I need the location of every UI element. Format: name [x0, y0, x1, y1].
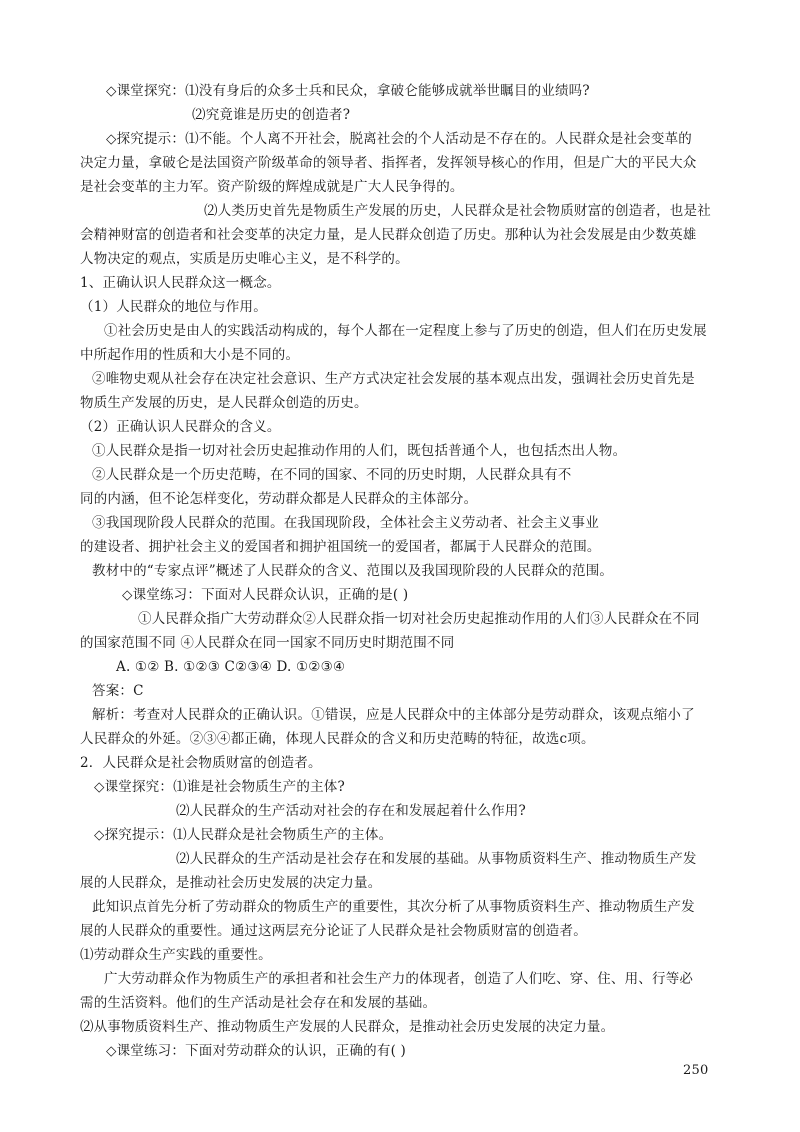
subsection-heading: （2）正确认识人民群众的含义。	[80, 419, 281, 435]
text-line: 会精神财富的创造者和社会变革的决定力量，是人民群众创造了历史。那种认为社会发展是由少数英雄	[80, 227, 697, 243]
text-line: 的建设者、拥护社会主义的爱国者和拥护祖国统一的爱国者，都属于人民群众的范围。	[80, 539, 601, 555]
section-heading: 2．人民群众是社会物质财富的创造者。	[80, 755, 322, 771]
text-line: 人民群众的外延。②③④都正确，体现人民群众的含义和历史范畴的特征，故选c项。	[80, 731, 595, 747]
text-line: 的国家范围不同 ④人民群众在同一国家不同历史时期范围不同	[80, 635, 455, 651]
subsection-heading: ⑵从事物质资料生产、推动物质生产发展的人民群众，是推动社会历史发展的决定力量。	[80, 1019, 615, 1035]
text-line: 物质生产发展的历史，是人民群众创造的历史。	[80, 395, 368, 411]
section-heading: 1、正确认识人民群众这一概念。	[80, 275, 281, 291]
text-line: ⑵人民群众的生产活动是社会存在和发展的基础。从事物质资料生产、推动物质生产发	[176, 851, 697, 867]
text-line: 解析：考查对人民群众的正确认识。①错误，应是人民群众中的主体部分是劳动群众，该观点缩小了	[92, 707, 695, 723]
text-line: ①人民群众指广大劳动群众②人民群众指一切对社会历史起推动作用的人们③人民群众在不同	[138, 611, 700, 627]
text-line: ①人民群众是指一切对社会历史起推动作用的人们，既包括普通个人，也包括杰出人物。	[92, 443, 627, 459]
text-line: 此知识点首先分析了劳动群众的物质生产的重要性，其次分析了从事物质资料生产、推动物质生产发	[92, 899, 695, 915]
text-line: 展的人民群众的重要性。通过这两层充分论证了人民群众是社会物质财富的创造者。	[80, 923, 587, 939]
text-line: ②唯物史观从社会存在决定社会意识、生产方式决定社会发展的基本观点出发，强调社会历史首先是	[92, 371, 695, 387]
subsection-heading: ⑴劳动群众生产实践的重要性。	[80, 947, 272, 963]
text-line: ⑵人民群众的生产活动对社会的存在和发展起着什么作用?	[176, 803, 526, 819]
answer-options: A. ①② B. ①②③ C②③④ D. ①②③④	[116, 659, 346, 675]
page-number: 250	[683, 1063, 709, 1078]
text-line: ⑵究竟谁是历史的创造者?	[192, 107, 351, 123]
text-line: ◇探究提示：⑴不能。个人离不开社会，脱离社会的个人活动是不存在的。人民群众是社会变革的	[106, 131, 692, 147]
answer-line: 答案：C	[92, 683, 144, 699]
text-line: 中所起作用的性质和大小是不同的。	[80, 347, 300, 363]
text-line: 人物决定的观点，实质是历史唯心主义，是不科学的。	[80, 251, 409, 267]
text-line: 教材中的“专家点评”概述了人民群众的含义、范围以及我国现阶段的人民群众的范围。	[92, 563, 614, 579]
text-line: ◇课堂探究：⑴谁是社会物质生产的主体?	[94, 779, 345, 795]
text-line: ①社会历史是由人的实践活动构成的，每个人都在一定程度上参与了历史的创造，但人们在历史发展	[104, 323, 707, 339]
text-line: ◇探究提示：⑴人民群众是社会物质生产的主体。	[94, 827, 393, 843]
text-line: ⑵人类历史首先是物质生产发展的历史，人民群众是社会物质财富的创造者，也是社	[204, 203, 711, 219]
text-line: 是社会变革的主力军。资产阶级的辉煌成就是广大人民争得的。	[80, 179, 464, 195]
exercise-question: ◇课堂练习：下面对人民群众认识，正确的是( )	[122, 587, 409, 603]
text-line: ◇课堂探究：⑴没有身后的众多士兵和民众，拿破仑能够成就举世瞩目的业绩吗?	[106, 83, 590, 99]
text-line: 同的内涵，但不论怎样变化，劳动群众都是人民群众的主体部分。	[80, 491, 478, 507]
text-line: ②人民群众是一个历史范畴，在不同的国家、不同的历史时期，人民群众具有不	[92, 467, 572, 483]
text-line: 需的生活资料。他们的生产活动是社会存在和发展的基础。	[80, 995, 437, 1011]
text-line: 广大劳动群众作为物质生产的承担者和社会生产力的体现者，创造了人们吃、穿、住、用、行等必	[104, 971, 694, 987]
subsection-heading: （1）人民群众的地位与作用。	[80, 299, 267, 315]
text-line: ③我国现阶段人民群众的范围。在我国现阶段，全体社会主义劳动者、社会主义事业	[92, 515, 599, 531]
text-line: 决定力量，拿破仑是法国资产阶级革命的领导者、指挥者，发挥领导核心的作用，但是广大的平民大众	[80, 155, 697, 171]
exercise-question: ◇课堂练习：下面对劳动群众的认识，正确的有( )	[106, 1043, 407, 1059]
text-line: 展的人民群众，是推动社会历史发展的决定力量。	[80, 875, 382, 891]
